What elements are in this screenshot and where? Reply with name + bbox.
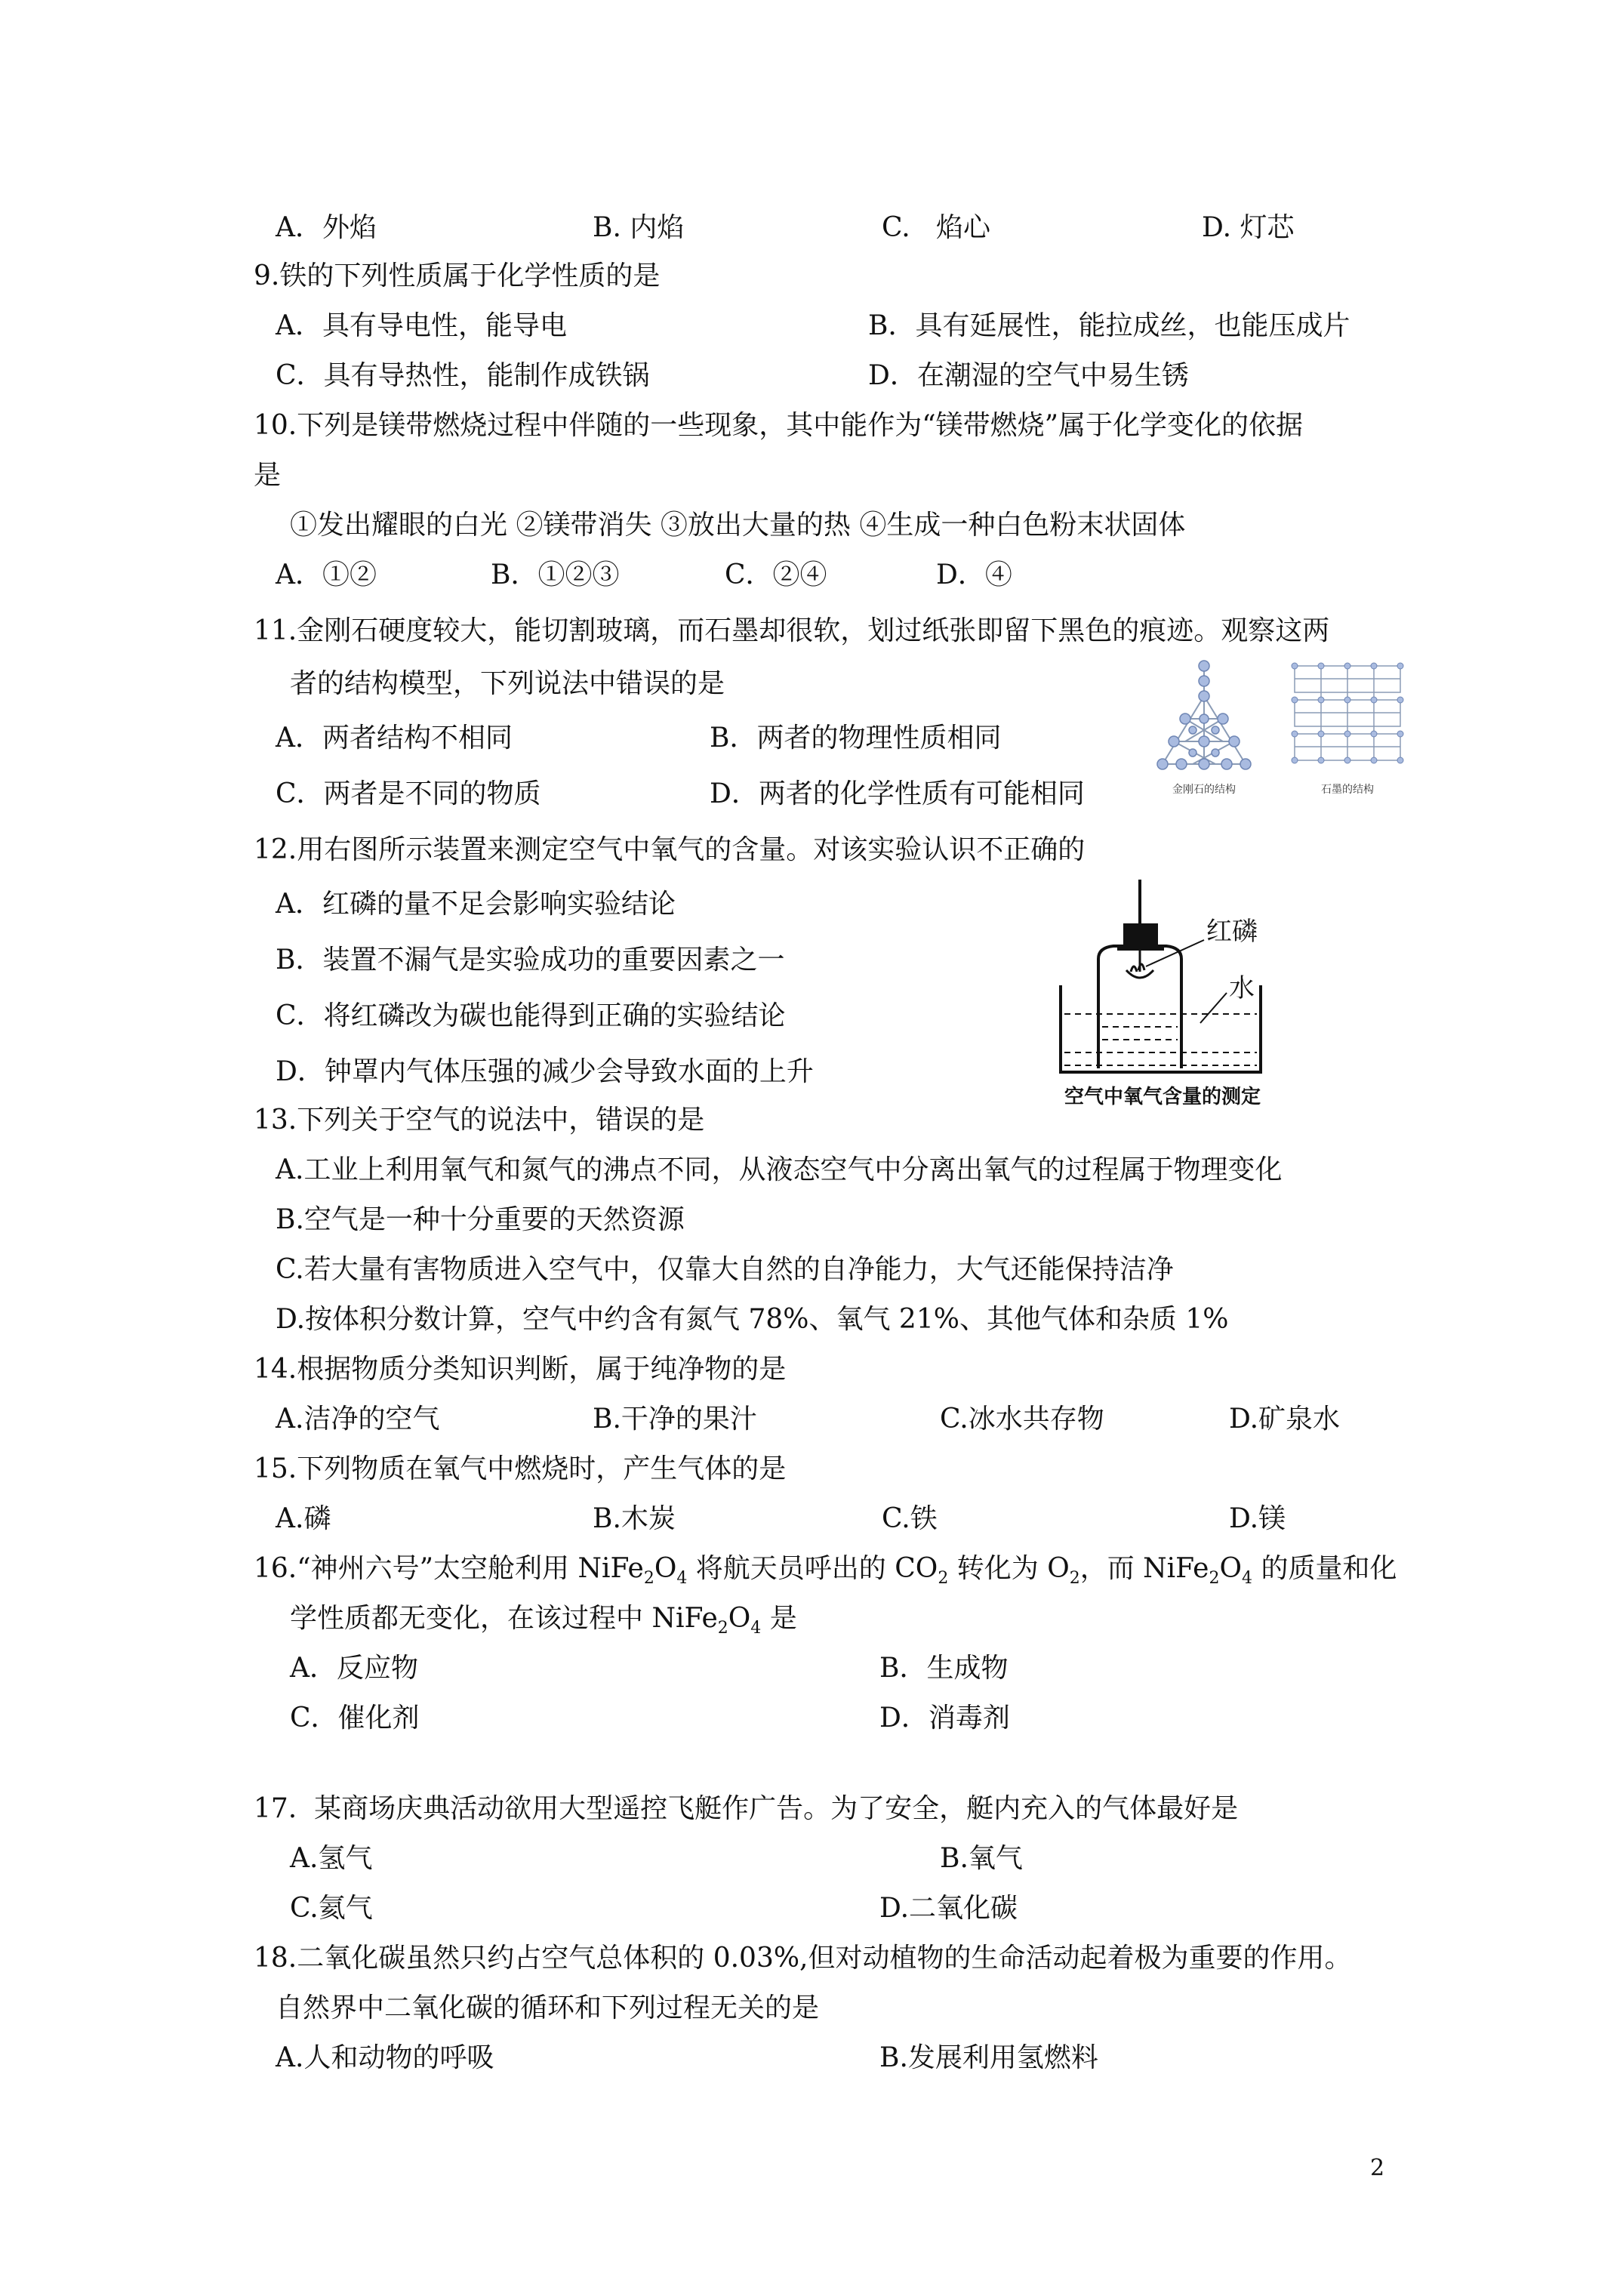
q14-option-a: A.洁净的空气 <box>276 1404 440 1435</box>
q11-structure-figure <box>1132 651 1419 802</box>
q12-option-a: A．红磷的量不足会影响实验结论 <box>276 889 676 920</box>
phosphorus-label: 红磷 <box>1206 917 1258 947</box>
q10-option-a: A．①② <box>276 559 377 590</box>
q15-option-d: D.镁 <box>1229 1503 1286 1534</box>
q10-phenomena: ①发出耀眼的白光 ②镁带消失 ③放出大量的热 ④生成一种白色粉末状固体 <box>290 510 1186 541</box>
q12-apparatus-figure <box>1042 880 1283 1106</box>
q13-option-a: A.工业上利用氧气和氮气的沸点不同，从液态空气中分离出氧气的过程属于物理变化 <box>276 1154 1283 1185</box>
q12-option-b: B．装置不漏气是实验成功的重要因素之一 <box>276 945 785 975</box>
q13-stem: 13.下列关于空气的说法中，错误的是 <box>254 1105 705 1136</box>
q11-option-a: A．两者结构不相同 <box>276 723 513 754</box>
q18-option-b: B.发展利用氢燃料 <box>879 2042 1098 2073</box>
q18-stem-line1: 18.二氧化碳虽然只约占空气总体积的 0.03%,但对动植物的生命活动起着极为重要的作用。 <box>254 1943 1352 1974</box>
q11-stem-line1: 11.金刚石硬度较大，能切割玻璃，而石墨却很软，划过纸张即留下黑色的痕迹。观察这两 <box>254 615 1330 646</box>
q9-option-b: B．具有延展性，能拉成丝，也能压成片 <box>868 310 1350 341</box>
q18-stem-line2: 自然界中二氧化碳的循环和下列过程无关的是 <box>276 1992 820 2023</box>
q13-option-d: D.按体积分数计算，空气中约含有氮气 78%、氧气 21%、其他气体和杂质 1% <box>276 1304 1229 1335</box>
q15-option-c: C.铁 <box>882 1503 938 1534</box>
apparatus-caption: 空气中氧气含量的测定 <box>1064 1086 1261 1106</box>
phosphorus-spoon-icon <box>1126 949 1153 978</box>
q16-option-a: A．反应物 <box>290 1653 418 1684</box>
q10-option-d: D．④ <box>936 559 1012 590</box>
q9-option-d: D．在潮湿的空气中易生锈 <box>868 360 1189 391</box>
q17-option-c: C.氦气 <box>290 1893 373 1924</box>
q15-option-a: A.磷 <box>276 1503 331 1534</box>
q16-stem-line2: 学性质都无变化，在该过程中 $NiFe_2O_4$ 是 <box>290 1603 797 1638</box>
q8-option-d: D. 灯芯 <box>1202 212 1295 243</box>
graphite-caption: 石墨的结构 <box>1321 784 1374 796</box>
q8-option-c: C. 焰心 <box>882 212 991 243</box>
page-number: 2 <box>1370 2155 1385 2181</box>
graphite-structure-icon <box>1292 663 1403 763</box>
q8-option-b: B. 内焰 <box>593 212 685 243</box>
diamond-caption: 金刚石的结构 <box>1172 784 1236 796</box>
q10-option-c: C．②④ <box>725 559 827 590</box>
diamond-structure-icon <box>1157 661 1251 769</box>
q12-option-c: C．将红磷改为碳也能得到正确的实验结论 <box>276 1000 786 1031</box>
q15-option-b: B.木炭 <box>593 1503 676 1534</box>
q10-option-b: B．①②③ <box>491 559 620 590</box>
q14-option-b: B.干净的果汁 <box>593 1404 757 1435</box>
q9-option-c: C．具有导热性，能制作成铁锅 <box>276 360 650 391</box>
q16-option-d: D．消毒剂 <box>879 1703 1010 1734</box>
q17-option-b: B.氧气 <box>940 1843 1023 1874</box>
q14-option-c: C.冰水共存物 <box>940 1404 1104 1435</box>
q17-option-a: A.氢气 <box>290 1843 373 1874</box>
q9-option-a: A．具有导电性，能导电 <box>276 310 567 341</box>
q16-stem-line1: 16.“神州六号”太空舱利用 $NiFe_2O_4$ 将航天员呼出的 $CO_2$ 转化为 $O_2$，而 $NiFe_2O_4$ 的质量和化 <box>254 1553 1397 1589</box>
q12-stem: 12.用右图所示装置来测定空气中氧气的含量。对该实验认识不正确的 <box>254 834 1086 865</box>
q11-stem-line2: 者的结构模型，下列说法中错误的是 <box>290 668 725 699</box>
q17-stem: 17. 某商场庆典活动欲用大型遥控飞艇作广告。为了安全，艇内充入的气体最好是 <box>254 1793 1239 1824</box>
q11-option-b: B．两者的物理性质相同 <box>710 723 1002 754</box>
q15-stem: 15.下列物质在氧气中燃烧时，产生气体的是 <box>254 1453 787 1484</box>
q10-stem-line2: 是 <box>254 460 282 491</box>
water-label: 水 <box>1229 973 1255 1003</box>
q8-option-a: A．外焰 <box>276 212 377 243</box>
q11-option-c: C．两者是不同的物质 <box>276 778 541 809</box>
q10-stem-line1: 10.下列是镁带燃烧过程中伴随的一些现象，其中能作为“镁带燃烧”属于化学变化的依据 <box>254 410 1304 441</box>
q11-option-d: D．两者的化学性质有可能相同 <box>710 778 1085 809</box>
q14-option-d: D.矿泉水 <box>1229 1404 1341 1435</box>
q12-option-d: D．钟罩内气体压强的减少会导致水面的上升 <box>276 1056 814 1087</box>
q9-stem: 9.铁的下列性质属于化学性质的是 <box>254 260 661 291</box>
q18-option-a: A.人和动物的呼吸 <box>276 2042 494 2073</box>
q16-option-b: B．生成物 <box>879 1653 1009 1684</box>
q14-stem: 14.根据物质分类知识判断，属于纯净物的是 <box>254 1354 787 1385</box>
q16-option-c: C．催化剂 <box>290 1703 420 1734</box>
q17-option-d: D.二氧化碳 <box>879 1893 1018 1924</box>
water-level-icon <box>1064 1014 1257 1065</box>
q13-option-b: B.空气是一种十分重要的天然资源 <box>276 1204 685 1235</box>
q13-option-c: C.若大量有害物质进入空气中，仅靠大自然的自净能力，大气还能保持洁净 <box>276 1254 1174 1285</box>
